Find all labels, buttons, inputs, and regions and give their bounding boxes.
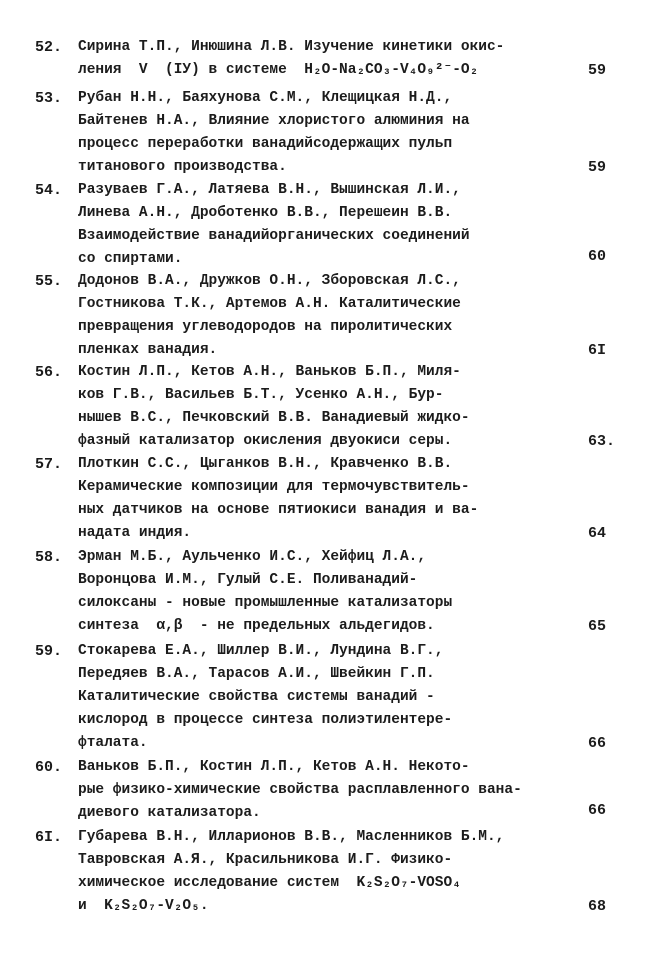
entry-text-line: Воронцова И.М., Гулый С.Е. Поливанадий- bbox=[78, 572, 418, 588]
entry-text-line: Стокарева Е.А., Шиллер В.И., Лундина В.Г., bbox=[78, 643, 444, 659]
page-number: 65 bbox=[588, 618, 607, 635]
page-number: 64 bbox=[588, 525, 607, 542]
entry-text-line: Каталитические свойства системы ванадий - bbox=[78, 689, 435, 705]
entry-text-line: пленках ванадия. bbox=[78, 342, 218, 358]
entry-number: 58. bbox=[35, 549, 63, 566]
entry-text-line: фталата. bbox=[78, 735, 148, 751]
page-number: 66 bbox=[588, 802, 607, 819]
page-number: 59 bbox=[588, 62, 607, 79]
entry-text-line: Плоткин С.С., Цыганков В.Н., Кравченко В.В. bbox=[78, 456, 453, 472]
entry-text-line: синтеза α,β - не предельных альдегидов. bbox=[78, 618, 435, 634]
entry-text-line: Гостникова Т.К., Артемов А.Н. Каталитические bbox=[78, 296, 461, 312]
entry-text-line: Разуваев Г.А., Латяева В.Н., Вышинская Л.И., bbox=[78, 182, 461, 198]
entry-text-line: химическое исследование систем K₂S₂O₇-VOSO₄ bbox=[78, 875, 461, 891]
entry-text-line: Передяев В.А., Тарасов А.И., Швейкин Г.П. bbox=[78, 666, 435, 682]
entry-number: 6I. bbox=[35, 829, 63, 846]
entry-text-line: Байтенев Н.А., Влияние хлористого алюминия на bbox=[78, 113, 470, 129]
entry-number: 52. bbox=[35, 39, 63, 56]
entry-text-line: Ваньков Б.П., Костин Л.П., Кетов А.Н. Некото- bbox=[78, 759, 470, 775]
entry-text-line: Костин Л.П., Кетов А.Н., Ваньков Б.П., Миля- bbox=[78, 364, 461, 380]
entry-text-line: Рубан Н.Н., Баяхунова С.М., Клещицкая Н.Д., bbox=[78, 90, 453, 106]
entry-number: 53. bbox=[35, 90, 63, 107]
entry-text-line: и K₂S₂O₇-V₂O₅. bbox=[78, 898, 209, 914]
entry-text-line: превращения углеводородов на пиролитических bbox=[78, 319, 453, 335]
entry-number: 56. bbox=[35, 364, 63, 381]
entry-text-line: Тавровская А.Я., Красильникова И.Г. Физико- bbox=[78, 852, 453, 868]
entry-text-line: надата индия. bbox=[78, 525, 192, 541]
page-number: 63. bbox=[588, 433, 616, 450]
page-number: 6I bbox=[588, 342, 607, 359]
entry-text-line: Эрман М.Б., Аульченко И.С., Хейфиц Л.А., bbox=[78, 549, 427, 565]
entry-text-line: процесс переработки ванадийсодержащих пульп bbox=[78, 136, 453, 152]
entry-text-line: кислород в процессе синтеза полиэтилентере- bbox=[78, 712, 453, 728]
page-number: 59 bbox=[588, 159, 607, 176]
entry-text-line: фазный катализатор окисления двуокиси серы. bbox=[78, 433, 453, 449]
entry-text-line: Губарева В.Н., Илларионов В.В., Масленников Б.М., bbox=[78, 829, 505, 845]
entry-text-line: со спиртами. bbox=[78, 251, 183, 267]
entry-text-line: Взаимодействие ванадийорганических соединений bbox=[78, 228, 470, 244]
entry-number: 57. bbox=[35, 456, 63, 473]
entry-text-line: ков Г.В., Васильев Б.Т., Усенко А.Н., Бур- bbox=[78, 387, 444, 403]
entry-text-line: рые физико-химические свойства расплавленного вана- bbox=[78, 782, 522, 798]
entry-text-line: титанового производства. bbox=[78, 159, 287, 175]
entry-text-line: ления V (IУ) в системе H₂O-Na₂CO₃-V₄O₉²⁻-O₂ bbox=[78, 62, 479, 78]
page-number: 60 bbox=[588, 248, 607, 265]
entry-number: 59. bbox=[35, 643, 63, 660]
entry-number: 55. bbox=[35, 273, 63, 290]
entry-text-line: Додонов В.А., Дружков О.Н., Зборовская Л.С., bbox=[78, 273, 461, 289]
page-number: 66 bbox=[588, 735, 607, 752]
entry-text-line: нышев В.С., Печковский В.В. Ванадиевый жидко- bbox=[78, 410, 470, 426]
page-number: 68 bbox=[588, 898, 607, 915]
entry-text-line: Сирина Т.П., Инюшина Л.В. Изучение кинетики окис- bbox=[78, 39, 505, 55]
entry-text-line: Керамические композиции для термочувствитель- bbox=[78, 479, 470, 495]
entry-text-line: диевого катализатора. bbox=[78, 805, 261, 821]
entry-number: 60. bbox=[35, 759, 63, 776]
entry-text-line: силоксаны - новые промышленные катализаторы bbox=[78, 595, 453, 611]
entry-text-line: Линева А.Н., Дроботенко В.В., Перешеин В.В. bbox=[78, 205, 453, 221]
entry-text-line: ных датчиков на основе пятиокиси ванадия и ва- bbox=[78, 502, 479, 518]
entry-number: 54. bbox=[35, 182, 63, 199]
